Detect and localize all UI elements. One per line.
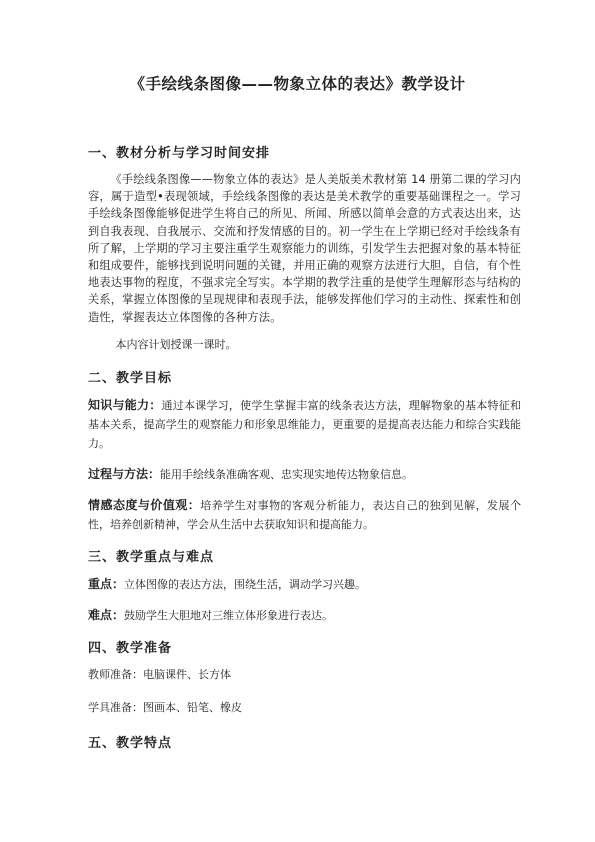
section-1-schedule: 本内容计划授课一课时。 [115,337,237,351]
objective-process [88,465,521,484]
difficult-point-text: 鼓励学生大胆地对三维立体形象进行表达。 [124,608,334,622]
section-2-heading: 二、教学目标 [88,370,173,386]
objective-process-text: 能用手绘线条准确客观、忠实现实地传达物象信息。 [160,467,414,481]
objective-attitude [88,496,521,534]
objective-attitude-text: 培养学生对事物的客观分析能力，表达自己的独到见解，发展个性，培养创新精神，学会从生活中去获取知识和提高能力。 [88,498,521,531]
section-1-paragraph: 《手绘线条图像——物象立体的表达》是人美版美术教材第 14 册第二课的学习内容，属于造型•表现领域，手绘线条图像的表达是美术教学的重要基础课程之一。学习手绘线条图像能够促进学生将自己的所见、所闻、所感以简单会意的方式表达出来，达到自我表现、自我展示、交流和抒发情感的目的。初一学生在上学期已经对手绘线条有所了解，上学期的学习主要注重学生观察能力的训练，引发学生去把握对象的基本特征和组成要件，能够找到说明问题的关键，并用正确的观察方法进行大胆，自信，有个性地表达事物的程度，不强求完全写实。本学期的教学注重的是使学生理解形态与结构的关系，掌握立体图像的呈现规律和表现手法，能够发挥他们学习的主动性、探索性和创造性，掌握表达立体图像的各种方法。 [88,173,521,324]
key-point-text: 立体图像的表达方法，围绕生活，调动学习兴趣。 [124,577,367,591]
section-4-heading: 四、教学准备 [88,640,173,656]
section-1-heading: 一、教材分析与学习时间安排 [88,146,271,161]
objective-process-label: 过程与方法： [88,466,161,481]
objective-attitude-label: 情感态度与价值观： [88,497,201,512]
section-5-heading: 五、教学特点 [88,735,173,751]
teacher-prep: 教师准备：电脑课件、长方体 [88,667,231,681]
objective-knowledge-label: 知识与能力： [88,397,162,412]
student-prep: 学具准备：图画本、铅笔、橡皮 [88,700,242,714]
objective-knowledge-text: 通过本课学习，使学生掌握丰富的线条表达方法，理解物象的基本特征和基本关系，提高学生的观察能力和形象思维能力，更重要的是提高表达能力和综合实践能力。 [88,398,521,450]
section-3-heading: 三、教学重点与难点 [88,549,215,565]
document-title: 《手绘线条图像——物象立体的表达》教学设计 [129,75,466,93]
difficult-point [88,606,521,625]
key-point [88,575,521,594]
difficult-point-label: 难点： [88,607,125,622]
objective-knowledge [88,396,521,453]
key-point-label: 重点： [88,576,125,591]
